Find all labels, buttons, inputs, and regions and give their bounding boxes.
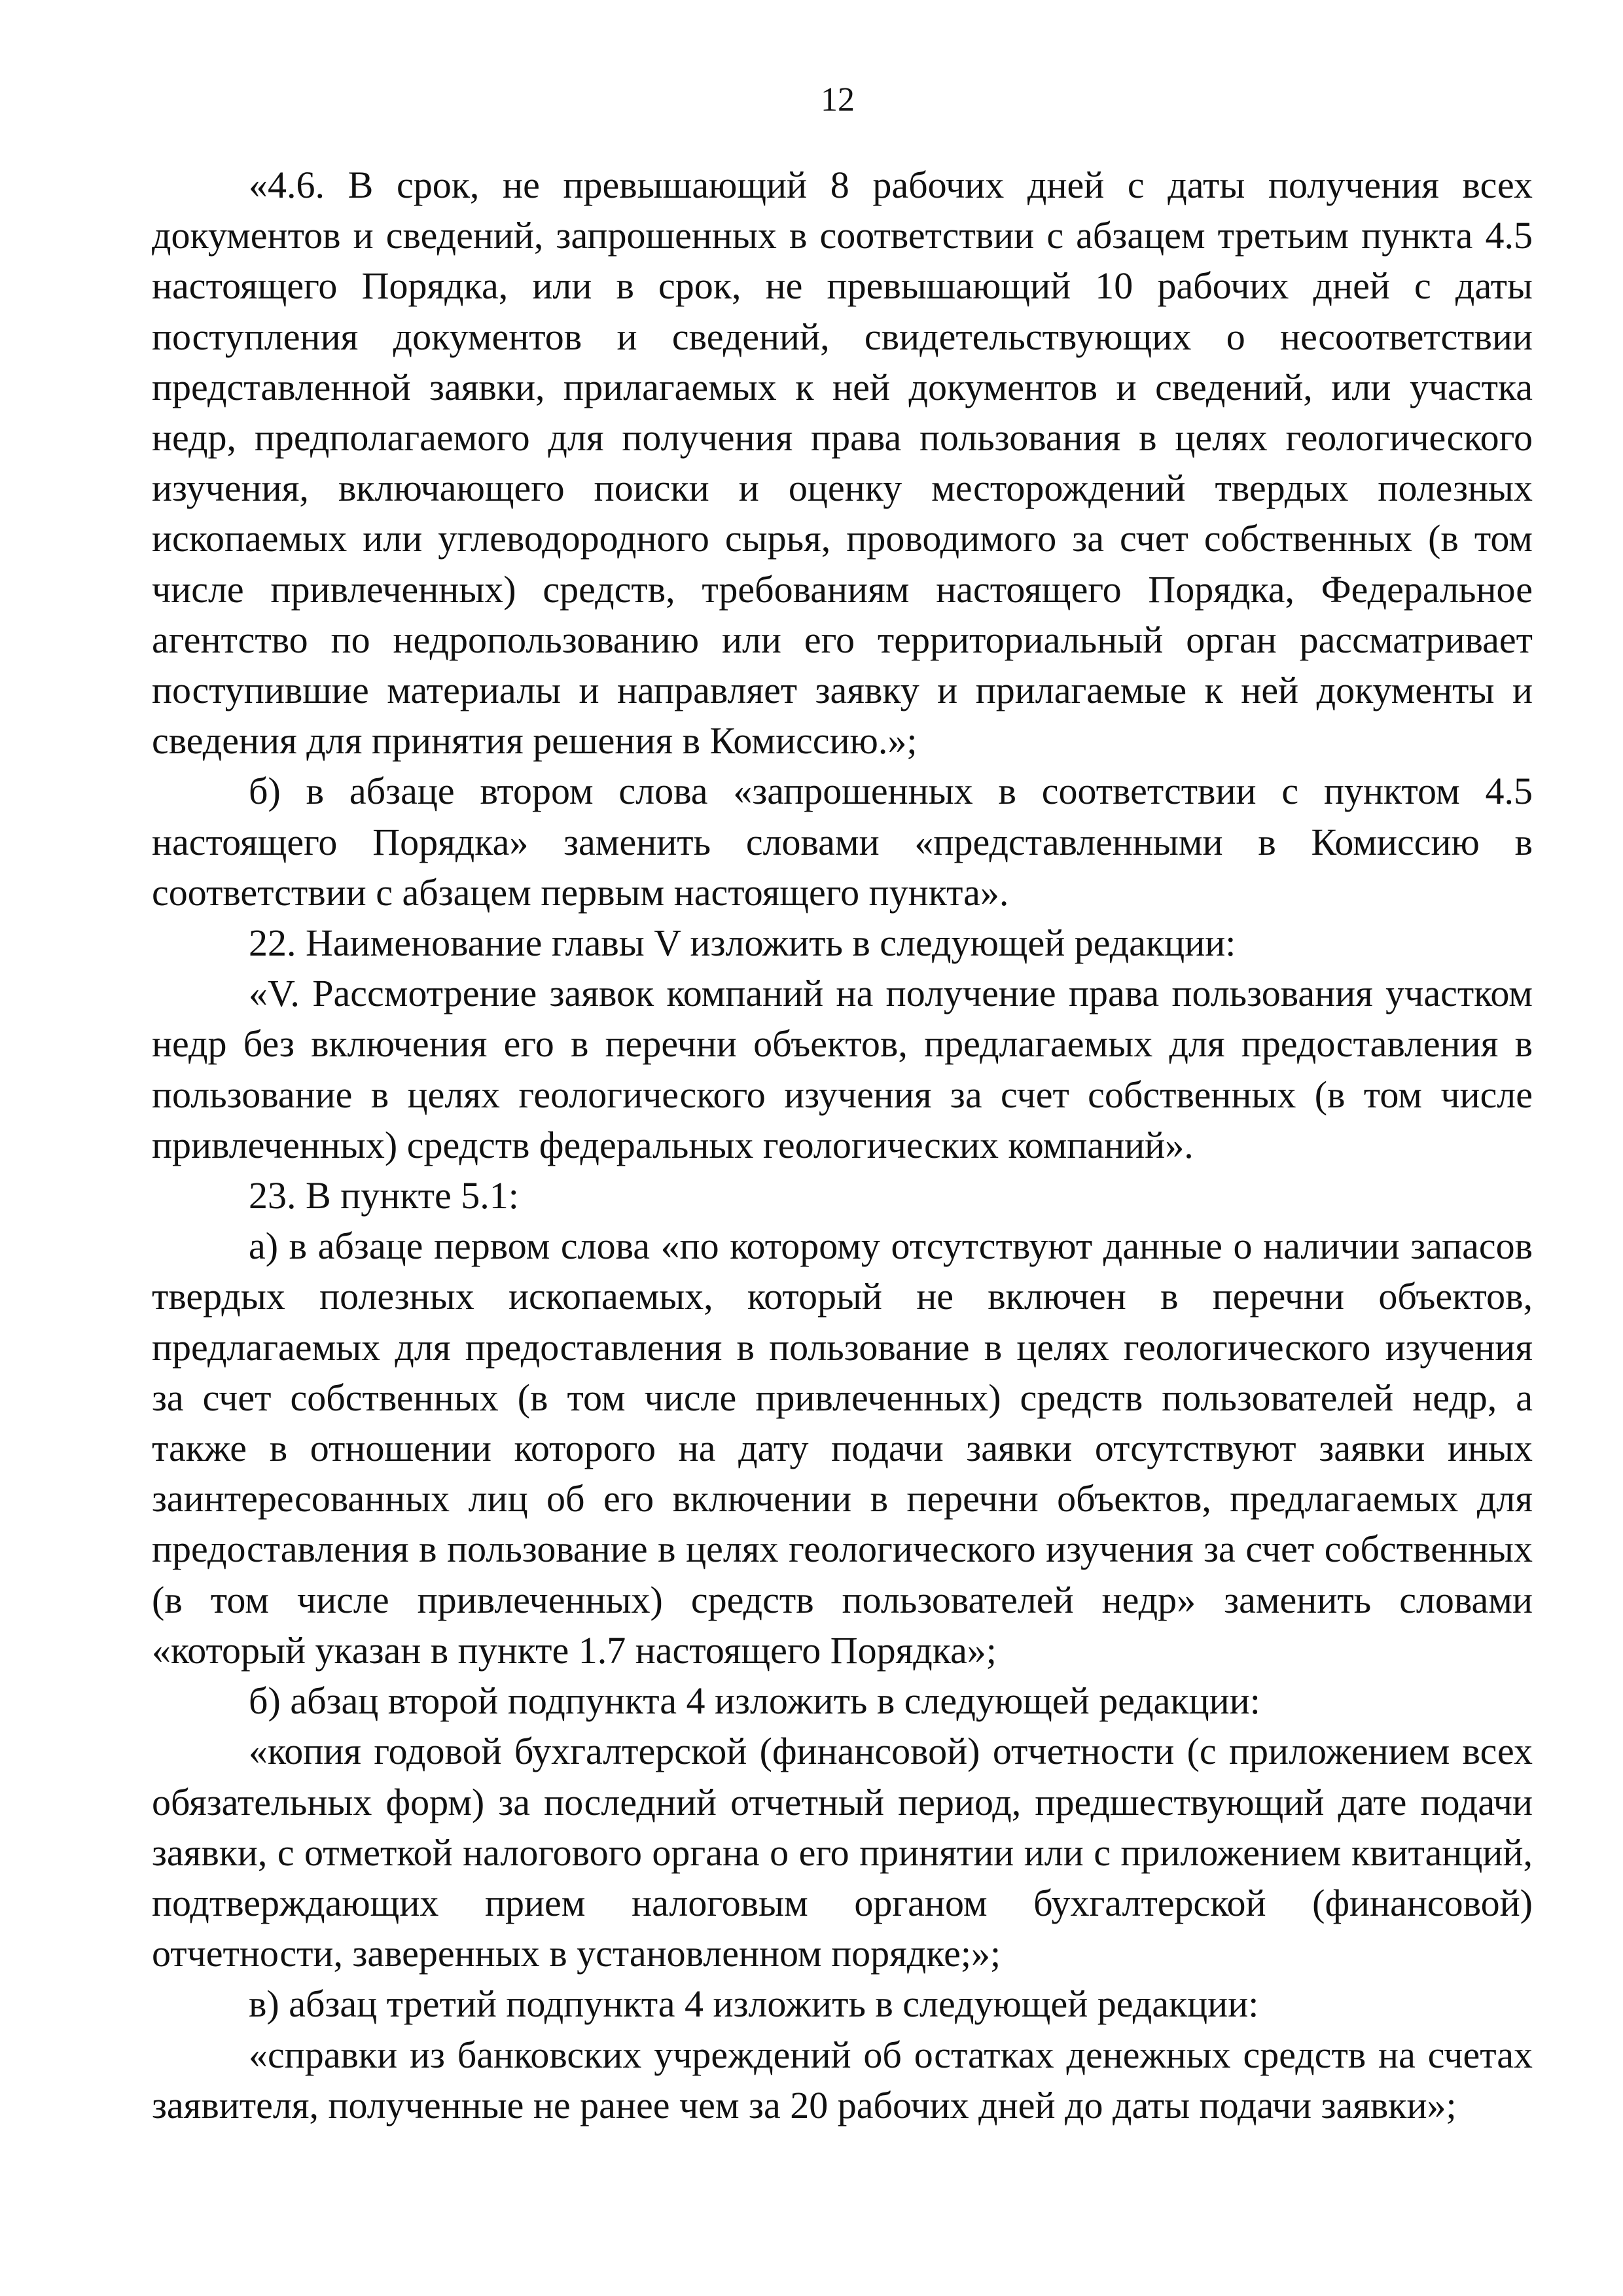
paragraph-chapter-v-title: «V. Рассмотрение заявок компаний на получение права пользования участком недр без включения его в перечни объектов, предлагаемых для предоставления в пользование в целях геологического изучения за счет собственных (в том числе привлеченных) средств федеральных геологических компаний». — [152, 972, 1533, 1166]
paragraph-bank-statements: «справки из банковских учреждений об остатках денежных средств на счетах заявителя, полученные не ранее чем за 20 рабочих дней до даты подачи заявки»; — [152, 2033, 1533, 2126]
paragraph-4-6: «4.6. В срок, не превышающий 8 рабочих дней с даты получения всех документов и сведений, запрошенных в соответствии с абзацем третьим пункта 4.5 настоящего Порядка, или в срок, не превышающий 10 рабочих дней с даты поступления документов и сведений, свидетельствующих о несоответствии представленной заявки, прилагаемых к ней документов и сведений, или участка недр, предполагаемого для получения права пользования в целях геологического изучения, включающего поиски и оценку месторождений твердых полезных ископаемых или углеводородного сырья, проводимого за счет собственных (в том числе привлеченных) средств, требованиям настоящего Порядка, Федеральное агентство по недропользованию или его территориальный орган рассматривает поступившие материалы и направляет заявку и прилагаемые к ней документы и сведения для принятия решения в Комиссию.»; — [152, 164, 1533, 762]
document-body — [152, 160, 1533, 2130]
paragraph-b-second-abzac: б) в абзаце втором слова «запрошенных в соответствии с пунктом 4.5 настоящего Порядка» заменить словами «представленными в Комиссию в соответствии с абзацем первым настоящего пункта». — [152, 770, 1533, 914]
paragraph-a-first-abzac: а) в абзаце первом слова «по которому отсутствуют данные о наличии запасов твердых полезных ископаемых, который не включен в перечни объектов, предлагаемых для предоставления в пользование в целях геологического изучения за счет собственных (в том числе привлеченных) средств пользователей недр, а также в отношении которого на дату подачи заявки отсутствуют заявки иных заинтересованных лиц об его включении в перечни объектов, предлагаемых для предоставления в пользование в целях геологического изучения за счет собственных (в том числе привлеченных) средств пользователей недр» заменить словами «который указан в пункте 1.7 настоящего Порядка»; — [152, 1225, 1533, 1672]
paragraph-item-23: 23. В пункте 5.1: — [249, 1174, 519, 1217]
paragraph-financial-report-copy: «копия годовой бухгалтерской (финансовой) отчетности (с приложением всех обязательных форм) за последний отчетный период, предшествующий дате подачи заявки, с отметкой налогового органа о его принятии или с приложением квитанций, подтверждающих прием налоговым органом бухгалтерской (финансовой) отчетности, заверенных в установленном порядке;»; — [152, 1730, 1533, 1975]
paragraph-v-subitem-4: в) абзац третий подпункта 4 изложить в следующей редакции: — [249, 1982, 1259, 2026]
paragraph-b-subitem-4: б) абзац второй подпункта 4 изложить в следующей редакции: — [249, 1679, 1260, 1723]
page-number: 12 — [821, 81, 855, 118]
paragraph-item-22: 22. Наименование главы V изложить в следующей редакции: — [249, 922, 1236, 965]
